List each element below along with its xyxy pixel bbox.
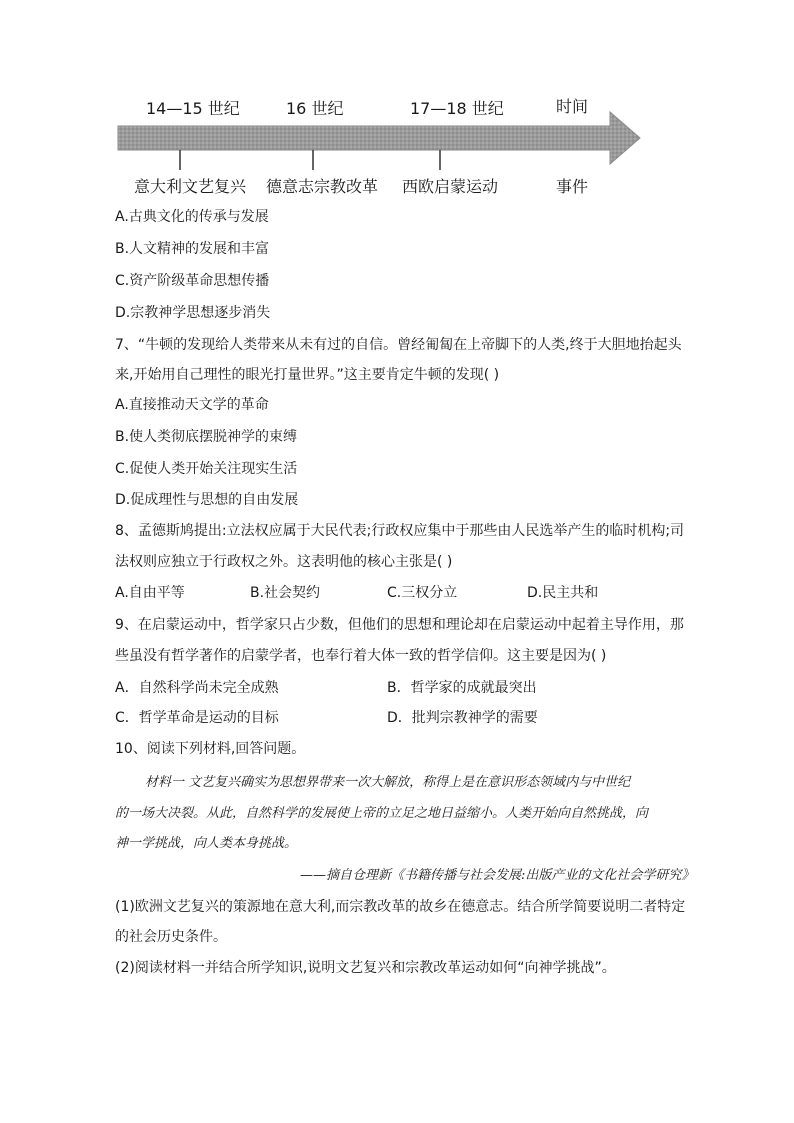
timeline-event-2: 德意志宗教改革 (266, 177, 379, 196)
q7-stem-line-1: 7、“牛顿的发现给人类带来从未有过的自信。曾经匍匐在上帝脚下的人类,终于大胆地抬起头 (115, 337, 682, 353)
q8-option-b: B.社会契约 (250, 585, 321, 601)
q8-option-a: A.自由平等 (115, 585, 185, 601)
q10-stem: 10、阅读下列材料,回答问题。 (115, 741, 306, 757)
timeline-figure (110, 90, 650, 200)
timeline-event-axis-label: 事件 (556, 177, 589, 196)
q10-sub-question-1-line-2: 的社会历史条件。 (115, 929, 227, 945)
q6-option-d: D.宗教神学思想逐步消失 (115, 305, 271, 321)
timeline-period-2: 16 世纪 (286, 99, 344, 118)
q10-material-line-2: 的一场大决裂。从此，自然科学的发展使上帝的立足之地日益缩小。人类开始向自然挑战，向 (115, 806, 649, 821)
q7-stem-line-2: 来,开始用自己理性的眼光打量世界。”这主要肯定牛顿的发现( ) (115, 367, 500, 383)
q8-stem-line-2: 法权则应独立于行政权之外。这表明他的核心主张是( ) (115, 554, 453, 570)
q10-material-line-3: 神一学挑战，向人类本身挑战。 (115, 836, 298, 851)
q10-sub-question-2: (2)阅读材料一并结合所学知识,说明文艺复兴和宗教改革运动如何“向神学挑战”。 (115, 960, 616, 976)
q8-stem-line-1: 8、孟德斯鸠提出:立法权应属于大民代表;行政权应集中于那些由人民选举产生的临时机构;司 (115, 523, 685, 539)
q9-option-b: B．哲学家的成就最突出 (387, 680, 537, 696)
timeline-period-3: 17—18 世纪 (410, 99, 504, 118)
q8-option-d: D.民主共和 (527, 585, 599, 601)
q7-option-b: B.使人类彻底摆脱神学的束缚 (115, 429, 298, 445)
q7-option-c: C.促使人类开始关注现实生活 (115, 461, 298, 477)
q8-option-c: C.三权分立 (387, 585, 458, 601)
q9-option-a: A．自然科学尚未完全成熟 (115, 680, 279, 696)
q9-option-c: C．哲学革命是运动的目标 (115, 710, 279, 726)
q6-option-b: B.人文精神的发展和丰富 (115, 241, 270, 257)
q10-material-source: ——摘自仓理新《书籍传播与社会发展:出版产业的文化社会学研究》 (300, 868, 695, 883)
timeline-period-1: 14—15 世纪 (146, 99, 240, 118)
q9-option-d: D．批判宗教神学的需要 (387, 710, 538, 726)
timeline-event-3: 西欧启蒙运动 (402, 177, 499, 196)
q10-material-line-1: 材料一 文艺复兴确实为思想界带来一次大解放，称得上是在意识形态领域内与中世纪 (145, 775, 631, 790)
q7-option-a: A.直接推动天文学的革命 (115, 397, 269, 413)
q9-stem-line-1: 9、在启蒙运动中，哲学家只占少数，但他们的思想和理论却在启蒙运动中起着主导作用，那 (115, 617, 684, 633)
q6-option-c: C.资产阶级革命思想传播 (115, 273, 270, 289)
q7-option-d: D.促成理性与思想的自由发展 (115, 492, 299, 508)
q10-sub-question-1-line-1: (1)欧洲文艺复兴的策源地在意大利,而宗教改革的故乡在德意志。结合所学简要说明二者特定 (115, 899, 686, 915)
q9-stem-line-2: 些虽没有哲学著作的启蒙学者，也奉行着大体一致的哲学信仰。这主要是因为( ) (115, 648, 607, 664)
q6-option-a: A.古典文化的传承与发展 (115, 209, 269, 225)
timeline-event-1: 意大利文艺复兴 (134, 177, 247, 196)
timeline-axis-label: 时间 (556, 97, 589, 116)
